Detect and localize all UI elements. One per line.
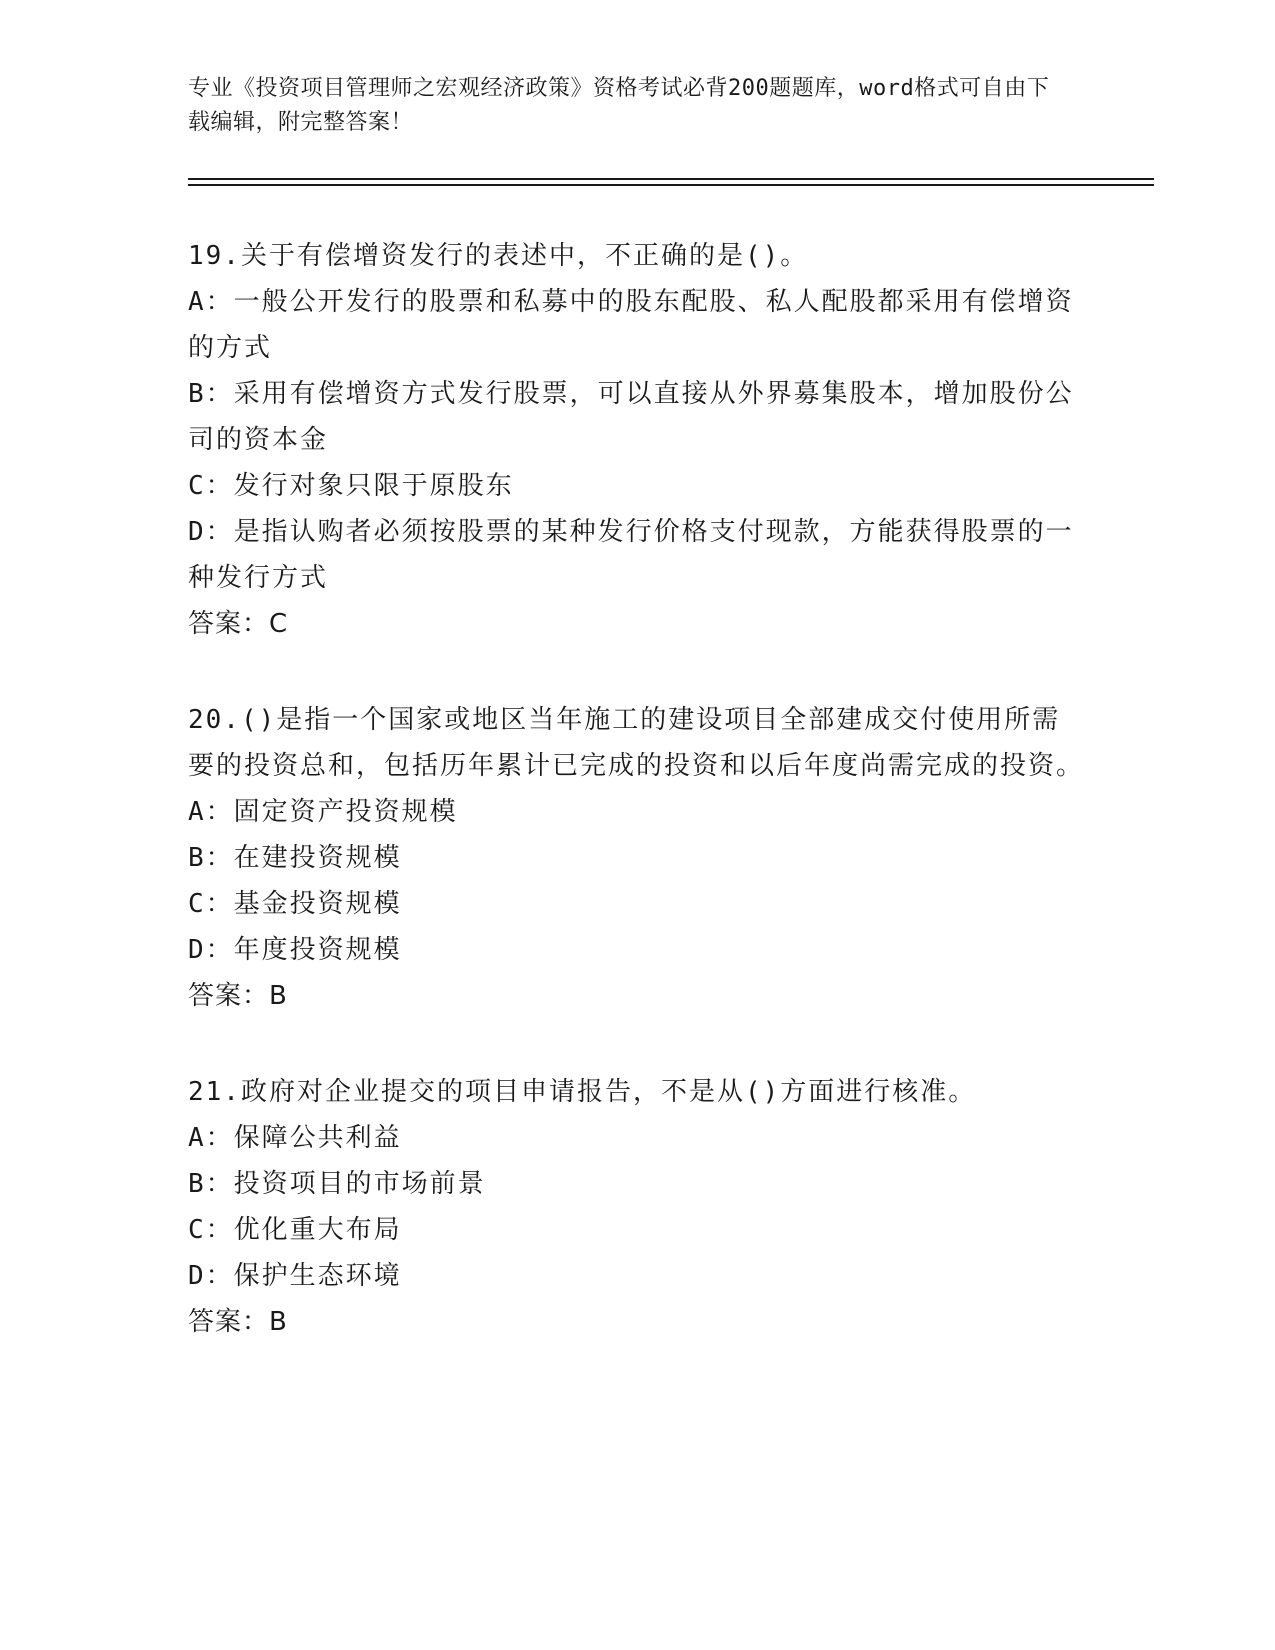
question-19: [188, 233, 1088, 647]
option-b: B：采用有偿增资方式发行股票，可以直接从外界募集股本，增加股份公司的资本金: [188, 379, 1074, 455]
option-a: A：保障公共利益: [188, 1123, 402, 1153]
header-divider-bottom: [188, 184, 1154, 186]
document-header: [188, 72, 1068, 140]
option-c: C：基金投资规模: [188, 889, 402, 919]
answer: 答案：B: [188, 1307, 288, 1337]
option-b: B：在建投资规模: [188, 843, 402, 873]
question-list: [188, 233, 1088, 1395]
option-b: B：投资项目的市场前景: [188, 1169, 486, 1199]
question-stem: 21.政府对企业提交的项目申请报告，不是从()方面进行核准。: [188, 1077, 977, 1107]
question-stem: 20.()是指一个国家或地区当年施工的建设项目全部建成交付使用所需要的投资总和，包括历年累计已完成的投资和以后年度尚需完成的投资。: [188, 705, 1085, 781]
option-d: D：年度投资规模: [188, 935, 402, 965]
answer: 答案：B: [188, 981, 288, 1011]
question-21: [188, 1069, 1088, 1345]
document-title: 专业《投资项目管理师之宏观经济政策》资格考试必背200题题库，word格式可自由下载编辑，附完整答案！: [188, 76, 1050, 135]
option-a: A：一般公开发行的股票和私募中的股东配股、私人配股都采用有偿增资的方式: [188, 287, 1074, 363]
option-d: D：是指认购者必须按股票的某种发行价格支付现款，方能获得股票的一种发行方式: [188, 517, 1074, 593]
option-c: C：优化重大布局: [188, 1215, 402, 1245]
question-stem: 19.关于有偿增资发行的表述中，不正确的是()。: [188, 241, 809, 271]
option-a: A：固定资产投资规模: [188, 797, 458, 827]
option-c: C：发行对象只限于原股东: [188, 471, 514, 501]
answer: 答案：C: [188, 609, 289, 639]
option-d: D：保护生态环境: [188, 1261, 402, 1291]
question-20: [188, 697, 1088, 1019]
header-divider-top: [188, 178, 1154, 180]
